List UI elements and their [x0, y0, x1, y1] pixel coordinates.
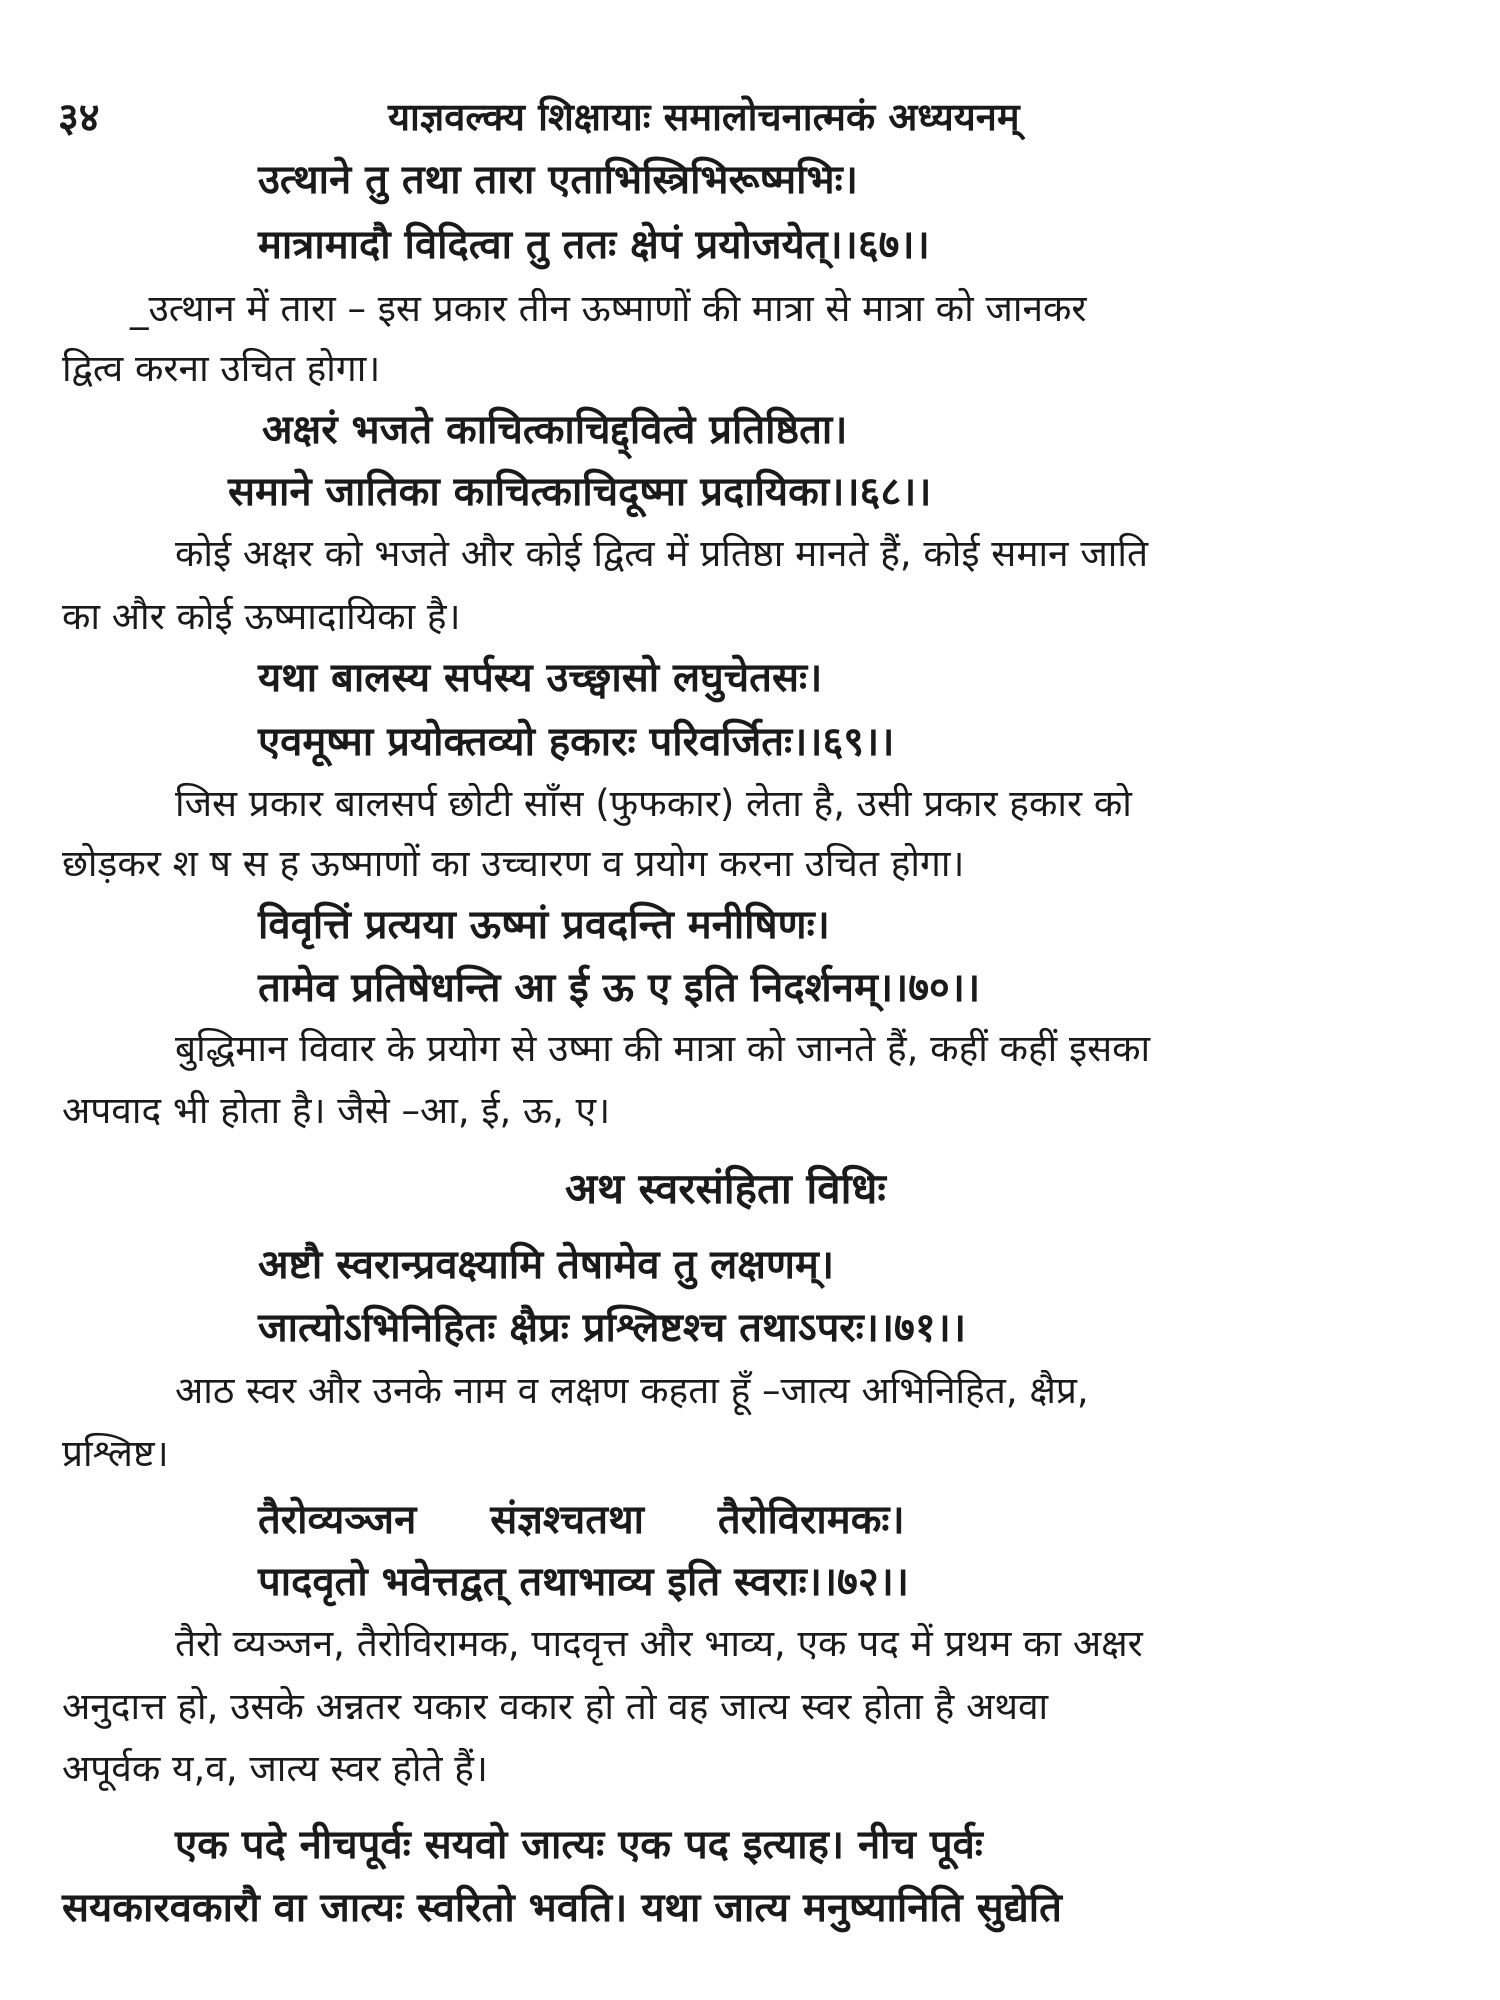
page-number: ३४: [58, 95, 100, 141]
verse-68-line-1: अक्षरं भजते काचित्काचिद्द्वित्वे प्रतिष्ठिता।: [262, 407, 848, 453]
verse-71-line-2: जात्योऽभिनिहितः क्षैप्रः प्रश्लिष्टश्च तथाऽपरः।।७१।।: [258, 1305, 966, 1351]
verse-67-line-2: मात्रामादौ विदित्वा तु ततः क्षेपं प्रयोजयेत्।।६७।।: [258, 222, 930, 268]
verse-69-line-1: यथा बालस्य सर्पस्य उच्छ्वासो लघुचेतसः।: [258, 655, 823, 701]
prose-line: तैरो व्यञ्जन, तैरोविरामक, पादवृत्त और भाव्य, एक पद में प्रथम का अक्षर: [175, 1622, 1143, 1665]
prose-line: का और कोई ऊष्मादायिका है।: [62, 595, 461, 638]
commentary-line: सयकारवकारौ वा जात्यः स्वरितो भवति। यथा जात्य मनुष्यानिति सुद्येति: [62, 1885, 1062, 1931]
prose-line: छोड़कर श ष स ह ऊष्माणों का उच्चारण व प्रयोग करना उचित होगा।: [62, 842, 965, 885]
prose-line: प्रश्लिष्ट।: [62, 1432, 169, 1475]
prose-line: आठ स्वर और उनके नाम व लक्षण कहता हूँ –जात्य अभिनिहित, क्षैप्र,: [175, 1369, 1089, 1412]
prose-line: अपवाद भी होता है। जैसे –आ, ई, ऊ, ए।: [62, 1089, 611, 1132]
prose-line: बुद्धिमान विवार के प्रयोग से उष्मा की मात्रा को जानते हैं, कहीं कहीं इसका: [175, 1027, 1151, 1070]
prose-line: द्वित्व करना उचित होगा।: [62, 347, 381, 390]
verse-67-line-1: उत्थाने तु तथा तारा एताभिस्त्रिभिरूष्मभिः।: [258, 157, 858, 203]
section-heading: अथ स्वरसंहिता विधिः: [565, 1164, 886, 1213]
prose-line: जिस प्रकार बालसर्प छोटी साँस (फुफकार) लेता है, उसी प्रकार हकार को: [175, 782, 1132, 825]
prose-line: _उत्थान में तारा – इस प्रकार तीन ऊष्माणों की मात्रा से मात्रा को जानकर: [130, 287, 1087, 330]
running-title: याज्ञवल्क्य शिक्षायाः समालोचनात्मकं अध्ययनम्: [388, 95, 1020, 139]
prose-line: अपूर्वक य,व, जात्य स्वर होते हैं।: [62, 1747, 488, 1790]
verse-69-line-2: एवमूष्मा प्रयोक्तव्यो हकारः परिवर्जितः।।६९।।: [258, 719, 895, 765]
prose-line: अनुदात्त हो, उसके अन्नतर यकार वकार हो तो वह जात्य स्वर होता है अथवा: [62, 1685, 1049, 1728]
verse-71-line-1: अष्टौ स्वरान्प्रवक्ष्यामि तेषामेव तु लक्षणम्।: [258, 1242, 834, 1288]
verse-68-line-2: समाने जातिका काचित्काचिदूष्मा प्रदायिका।।६८।।: [228, 469, 932, 515]
verse-70-line-2: तामेव प्रतिषेधन्ति आ ई ऊ ए इति निदर्शनम्।।७०।।: [258, 965, 981, 1011]
prose-line: कोई अक्षर को भजते और कोई द्वित्व में प्रतिष्ठा मानते हैं, कोई समान जाति: [175, 532, 1149, 575]
verse-70-line-1: विवृत्तिं प्रत्यया ऊष्मां प्रवदन्ति मनीषिणः।: [258, 902, 830, 948]
commentary-line: एक पदे नीचपूर्वः सयवो जात्यः एक पद इत्याह। नीच पूर्वः: [175, 1822, 983, 1868]
page-header: [58, 88, 1458, 148]
verse-72-line-1: तैरोव्यञ्जन संज्ञश्चतथा तैरोविरामकः।: [258, 1497, 905, 1543]
verse-72-line-2: पादवृतो भवेत्तद्वत् तथाभाव्य इति स्वराः।।७२।।: [258, 1559, 909, 1605]
